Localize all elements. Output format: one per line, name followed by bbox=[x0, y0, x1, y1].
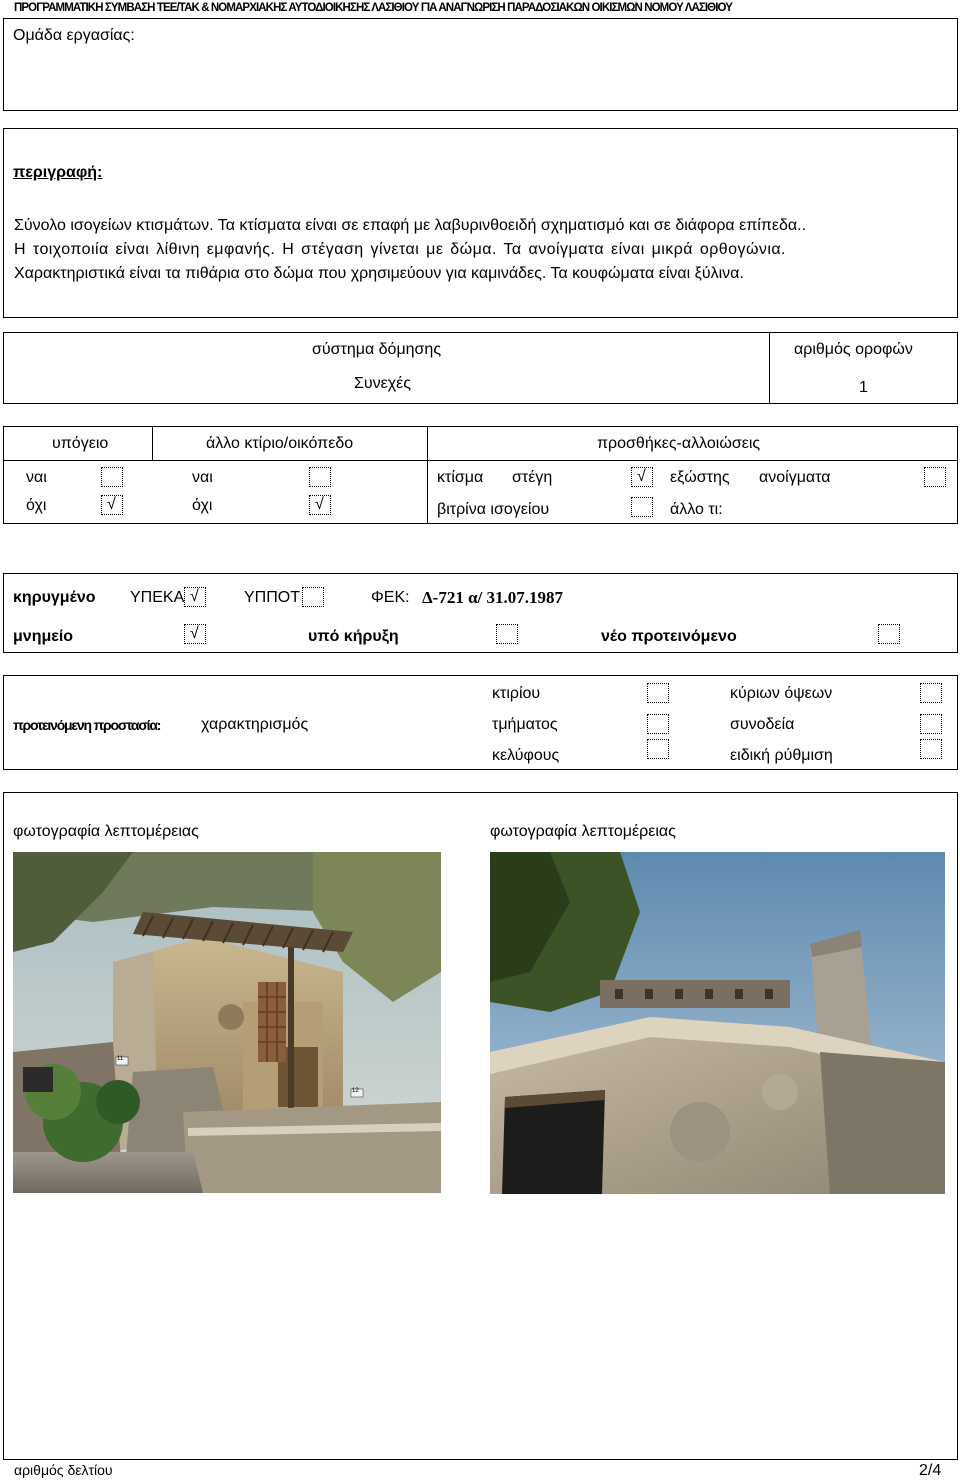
check-mark: √ bbox=[637, 468, 646, 485]
additions-openings-checkbox[interactable] bbox=[924, 467, 946, 487]
basement-label: υπόγειο bbox=[52, 435, 109, 452]
floors-value: 1 bbox=[859, 379, 868, 396]
additions-building-label: κτίσμα bbox=[437, 469, 484, 486]
description-line-1: Σύνολο ισογείων κτισμάτων. Τα κτίσματα είναι σε επαφή με λαβυρινθοειδή σχηματισμό και σε διάφορα επίπεδα.. bbox=[14, 217, 807, 234]
monument-label: μνημείο bbox=[13, 628, 74, 645]
floors-label: αριθμός οροφών bbox=[794, 341, 913, 358]
ypeka-checkbox[interactable] bbox=[184, 587, 206, 607]
protection-ensemble-checkbox[interactable] bbox=[920, 714, 942, 734]
pending-label: υπό κήρυξη bbox=[308, 628, 399, 645]
photo-left-image bbox=[13, 852, 441, 1193]
description-line-3: Χαρακτηριστικά είναι τα πιθάρια στο δώμα που χρησιμεύουν για καμινάδες. Τα κουφώματα είναι ξύλινα. bbox=[14, 265, 744, 282]
declared-label: κηρυγμένο bbox=[13, 589, 96, 606]
additions-label: προσθήκες-αλλοιώσεις bbox=[597, 435, 761, 452]
basement-no-checkbox[interactable] bbox=[101, 495, 123, 515]
characterization-label: χαρακτηρισμός bbox=[201, 716, 309, 733]
ypeka-label: ΥΠΕΚΑ bbox=[130, 589, 185, 606]
listing-box bbox=[3, 573, 958, 653]
protection-section-label: τμήματος bbox=[492, 716, 558, 733]
additions-exterior-label: εξώστης bbox=[670, 469, 730, 486]
photo-left bbox=[13, 852, 441, 1193]
additions-roof-label: στέγη bbox=[512, 469, 553, 486]
protection-section-checkbox[interactable] bbox=[647, 714, 669, 734]
team-box bbox=[3, 18, 958, 111]
additions-shopfront-label: βιτρίνα ισογείου bbox=[437, 501, 550, 518]
page-header-title: ΠΡΟΓΡΑΜΜΑΤΙΚΗ ΣΥΜΒΑΣΗ ΤΕΕ/ΤΑΚ & ΝΟΜΑΡΧΙΑΚΗΣ ΑΥΤΟΔΙΟΙΚΗΣΗΣ ΛΑΣΙΘΙΟΥ ΓΙΑ ΑΝΑΓΝΩΡΙΣΗ ΠΑΡΑΔΟΣΙΑΚΩΝ ΟΙΚΙΣΜΩΝ ΝΟΜΟΥ ΛΑΣΙΘΙΟΥ bbox=[14, 2, 733, 14]
proposed-new-label: νέο προτεινόμενο bbox=[601, 628, 737, 645]
alterations-vline-2 bbox=[427, 427, 428, 523]
description-text bbox=[14, 214, 948, 286]
photo-right-label: φωτογραφία λεπτομέρειας bbox=[490, 823, 676, 840]
photo-left-sign-12: 12 bbox=[352, 1088, 359, 1094]
structure-divider bbox=[769, 333, 770, 403]
footer-page-number: 2/4 bbox=[919, 1462, 942, 1479]
protection-box bbox=[3, 675, 958, 770]
footer-sheet-label: αριθμός δελτίου bbox=[14, 1462, 113, 1478]
yppot-label: ΥΠΠΟΤ bbox=[244, 589, 300, 606]
protection-ensemble-label: συνοδεία bbox=[730, 716, 795, 733]
protection-label: προτεινόμενη προστασία: bbox=[13, 717, 161, 733]
alterations-hline bbox=[4, 460, 957, 461]
other-building-label: άλλο κτίριο/οικόπεδο bbox=[206, 435, 354, 452]
proposed-new-checkbox[interactable] bbox=[878, 624, 900, 644]
fek-label: ΦΕΚ: bbox=[371, 589, 410, 606]
protection-building-checkbox[interactable] bbox=[647, 683, 669, 703]
protection-main-facades-label: κύριων όψεων bbox=[730, 685, 833, 702]
other-building-no-label: όχι bbox=[192, 497, 213, 514]
yppot-checkbox[interactable] bbox=[302, 587, 324, 607]
other-building-no-checkbox[interactable] bbox=[309, 495, 331, 515]
check-mark: √ bbox=[107, 496, 116, 513]
description-label: περιγραφή: bbox=[13, 164, 103, 181]
pending-checkbox[interactable] bbox=[496, 624, 518, 644]
photo-left-label: φωτογραφία λεπτομέρειας bbox=[13, 823, 199, 840]
structure-box bbox=[3, 332, 958, 404]
photo-right bbox=[490, 852, 945, 1194]
team-label: Ομάδα εργασίας: bbox=[13, 27, 135, 44]
check-mark: √ bbox=[190, 625, 199, 642]
protection-special-checkbox[interactable] bbox=[920, 739, 942, 759]
additions-shopfront-checkbox[interactable] bbox=[631, 497, 653, 517]
additions-other-label: άλλο τι: bbox=[670, 501, 723, 518]
protection-special-label: ειδική ρύθμιση bbox=[730, 747, 833, 764]
other-building-yes-checkbox[interactable] bbox=[309, 467, 331, 487]
structure-system-label: σύστημα δόμησης bbox=[312, 341, 442, 358]
check-mark: √ bbox=[190, 588, 199, 605]
alterations-vline-1 bbox=[152, 427, 153, 460]
structure-system-value: Συνεχές bbox=[354, 375, 412, 392]
check-mark: √ bbox=[315, 496, 324, 513]
protection-shell-checkbox[interactable] bbox=[647, 739, 669, 759]
additions-roof-checkbox[interactable] bbox=[631, 467, 653, 487]
description-line-2: Η τοιχοποιία είναι λίθινη εμφανής. Η στέγαση γίνεται με δώμα. Τα ανοίγματα είναι μικρά ορθογώνια. bbox=[14, 241, 786, 258]
alterations-box bbox=[3, 426, 958, 524]
basement-no-label: όχι bbox=[26, 497, 47, 514]
monument-checkbox[interactable] bbox=[184, 624, 206, 644]
fek-value: Δ-721 α/ 31.07.1987 bbox=[422, 588, 564, 607]
basement-yes-checkbox[interactable] bbox=[101, 467, 123, 487]
photo-right-image bbox=[490, 852, 945, 1194]
protection-shell-label: κελύφους bbox=[492, 747, 560, 764]
basement-yes-label: ναι bbox=[26, 469, 47, 486]
other-building-yes-label: ναι bbox=[192, 469, 213, 486]
additions-openings-label: ανοίγματα bbox=[759, 469, 831, 486]
protection-building-label: κτιρίου bbox=[492, 685, 541, 702]
protection-main-facades-checkbox[interactable] bbox=[920, 683, 942, 703]
photo-left-sign-11: 11 bbox=[117, 1056, 124, 1062]
